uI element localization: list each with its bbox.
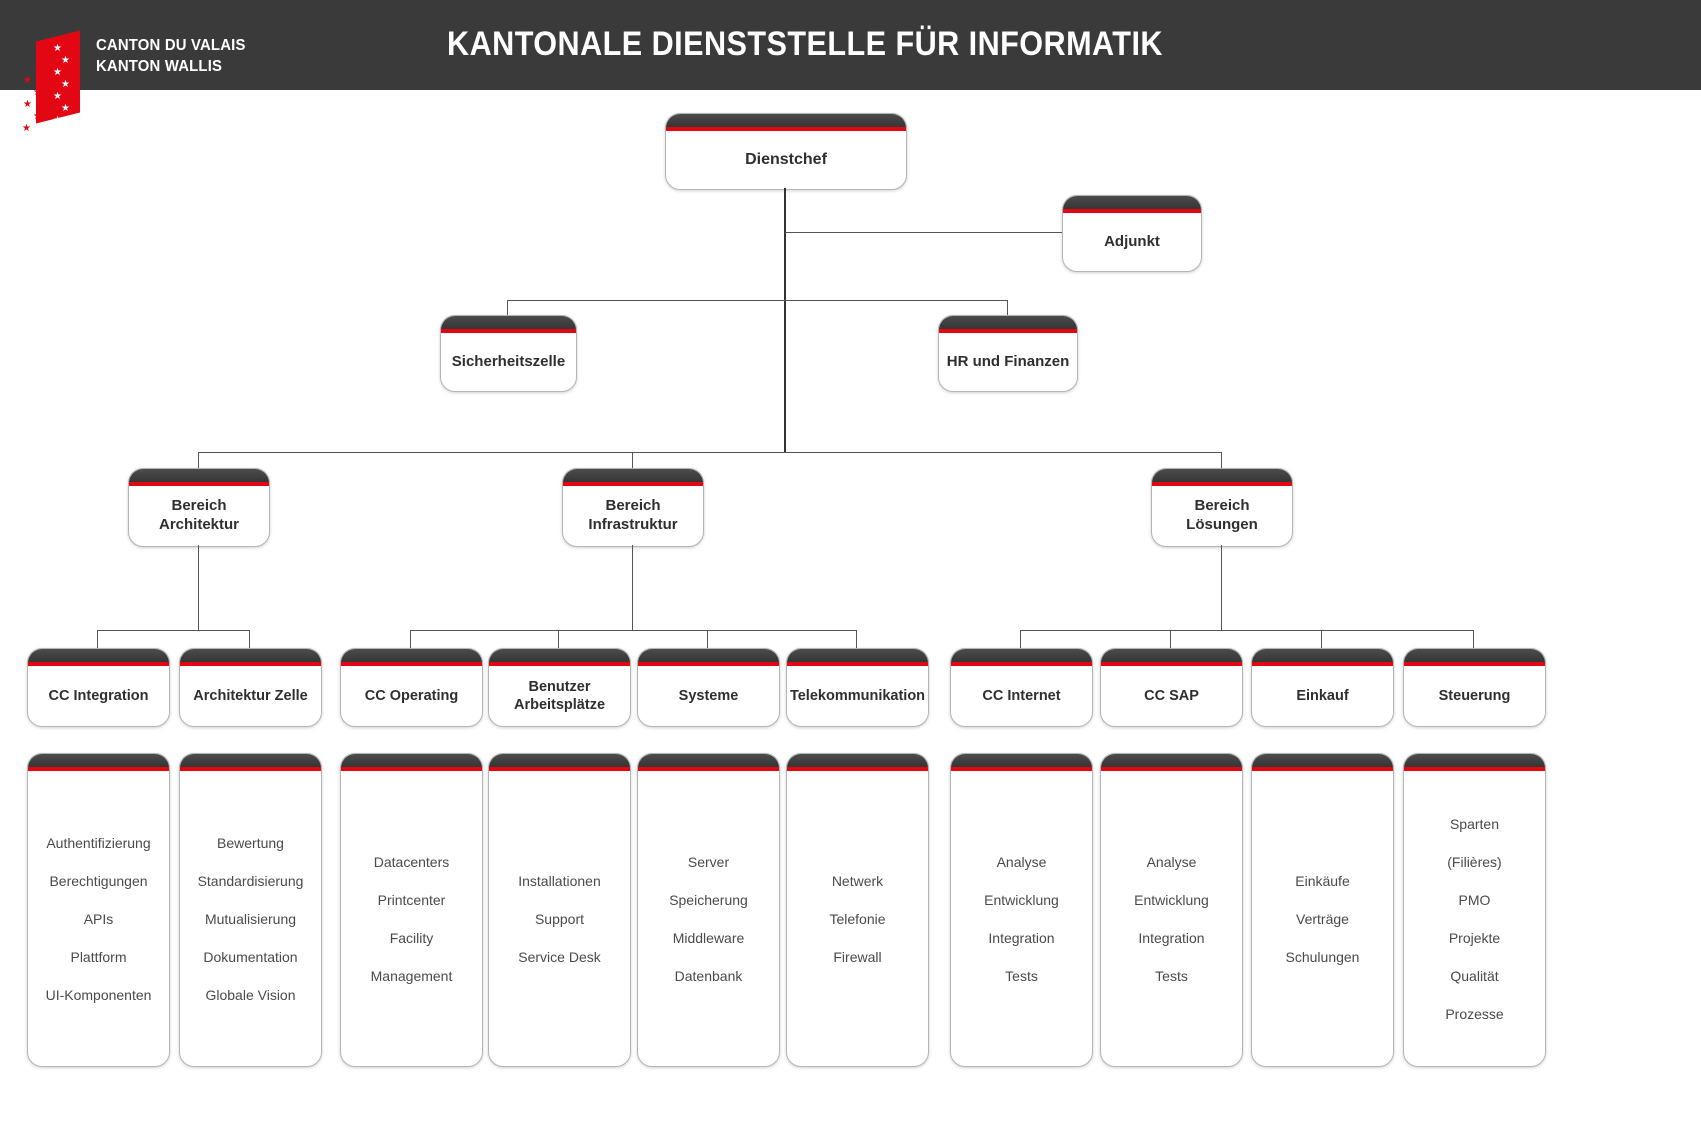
detail-item: Standardisierung [197, 872, 304, 889]
node-header-strip [489, 649, 630, 666]
connector-line [784, 188, 786, 452]
connector-line [1020, 630, 1474, 631]
detail-item: Management [370, 967, 453, 984]
detail-list [180, 771, 321, 1066]
unit-label: Architektur Zelle [193, 687, 308, 704]
connector-line [1221, 452, 1222, 468]
logo-line1: CANTON DU VALAIS [96, 37, 246, 54]
unit-label: CC Operating [364, 687, 459, 704]
node-header-strip [1101, 649, 1242, 666]
unit-header-systeme [637, 648, 780, 727]
connector-line [97, 630, 98, 648]
org-node-sicherheitszelle [440, 315, 577, 392]
star-icon: ★ [34, 63, 43, 74]
node-header-strip [563, 469, 703, 486]
detail-item: Integration [1138, 929, 1205, 946]
star-icon: ★ [33, 111, 42, 122]
detail-list [1101, 771, 1242, 1066]
org-node-hr-und-finanzen [938, 315, 1078, 392]
org-node-label: HR und Finanzen [946, 352, 1070, 370]
node-header-strip [341, 754, 482, 771]
detail-item: Speicherung [669, 891, 748, 908]
unit-header-architektur-zelle [179, 648, 322, 727]
unit-label: Einkauf [1296, 687, 1349, 704]
node-header-strip [1063, 196, 1201, 213]
connector-line [785, 232, 1062, 233]
detail-item: PMO [1458, 891, 1491, 908]
node-header-strip [441, 316, 576, 333]
detail-item: Dokumentation [203, 948, 298, 965]
node-header-strip [638, 754, 779, 771]
unit-header-telekommunikation [786, 648, 929, 727]
detail-item: Telefonie [829, 910, 886, 927]
node-header-strip [489, 754, 630, 771]
logo-text [96, 36, 246, 78]
detail-item: Analyse [1146, 853, 1197, 870]
org-node-dienstchef [665, 113, 907, 190]
connector-line [1221, 545, 1222, 630]
detail-item: Qualität [1450, 967, 1499, 984]
connector-line [198, 452, 1222, 453]
connector-line [558, 630, 559, 648]
connector-line [507, 300, 1008, 301]
unit-detail-systeme [637, 753, 780, 1067]
detail-item: Plattform [70, 948, 127, 965]
detail-item: Datenbank [674, 967, 743, 984]
detail-item: Server [687, 853, 730, 870]
detail-item: Entwicklung [1134, 891, 1209, 908]
unit-label: Benutzer Arbeitsplätze [513, 678, 606, 713]
org-node-label: Bereich Lösungen [1186, 497, 1258, 533]
connector-line [410, 630, 857, 631]
star-icon: ★ [53, 115, 62, 126]
detail-item: Berechtigungen [49, 872, 148, 889]
star-icon: ★ [61, 79, 70, 90]
connector-line [632, 452, 633, 468]
detail-item: Mutualisierung [204, 910, 297, 927]
unit-detail-einkauf [1251, 753, 1394, 1067]
star-icon: ★ [22, 123, 31, 134]
detail-item: Sparten [1449, 815, 1500, 832]
detail-item: Tests [1155, 967, 1188, 984]
unit-detail-architektur-zelle [179, 753, 322, 1067]
detail-list [489, 771, 630, 1066]
unit-header-cc-operating [340, 648, 483, 727]
detail-item: Facility [389, 929, 434, 946]
detail-item: (Filières) [1447, 853, 1502, 870]
star-icon: ★ [23, 99, 32, 110]
star-icon: ★ [61, 103, 70, 114]
node-header-strip [787, 754, 928, 771]
connector-line [507, 300, 508, 315]
detail-item: Entwicklung [984, 891, 1059, 908]
connector-line [410, 630, 411, 648]
star-icon: ★ [23, 75, 32, 86]
detail-item: Service Desk [518, 948, 601, 965]
node-header-strip [28, 649, 169, 666]
detail-item: Schulungen [1285, 948, 1360, 965]
org-node-label: Adjunkt [1104, 232, 1160, 250]
detail-list [28, 771, 169, 1066]
org-node-label: Bereich Infrastruktur [588, 497, 678, 533]
unit-detail-cc-integration [27, 753, 170, 1067]
node-header-strip [1101, 754, 1242, 771]
detail-item: UI-Komponenten [45, 986, 152, 1003]
org-node-label: Sicherheitszelle [451, 352, 566, 370]
unit-header-cc-sap [1100, 648, 1243, 727]
node-header-strip [180, 649, 321, 666]
node-header-strip [129, 469, 269, 486]
detail-list [1252, 771, 1393, 1066]
unit-detail-benutzer-arbeitspl-tze [488, 753, 631, 1067]
node-header-strip [28, 754, 169, 771]
connector-line [249, 630, 250, 648]
node-header-strip [341, 649, 482, 666]
unit-label: Systeme [678, 687, 739, 704]
logo-line2: KANTON WALLIS [96, 57, 223, 75]
org-node-bereich-loesungen [1151, 468, 1293, 547]
node-header-strip [1252, 649, 1393, 666]
connector-line [1473, 630, 1474, 648]
star-icon: ★ [53, 43, 62, 54]
node-header-strip [939, 316, 1077, 333]
org-node-label: Bereich Architektur [158, 497, 240, 533]
connector-line [1020, 630, 1021, 648]
detail-item: Bewertung [217, 834, 284, 851]
node-header-strip [1152, 469, 1292, 486]
connector-line [856, 630, 857, 648]
star-icon: ★ [53, 91, 62, 102]
detail-item: Tests [1005, 967, 1038, 984]
detail-item: Installationen [518, 872, 601, 889]
unit-detail-cc-sap [1100, 753, 1243, 1067]
node-header-strip [180, 754, 321, 771]
connector-line [707, 630, 708, 648]
unit-header-steuerung [1403, 648, 1546, 727]
detail-item: Authentifizierung [46, 834, 151, 851]
unit-header-cc-integration [27, 648, 170, 727]
node-header-strip [951, 649, 1092, 666]
unit-label: Steuerung [1438, 687, 1511, 704]
connector-line [632, 545, 633, 630]
star-icon: ★ [53, 67, 62, 78]
detail-list [341, 771, 482, 1066]
connector-line [1007, 300, 1008, 315]
star-icon: ★ [61, 55, 70, 66]
detail-item: Globale Vision [205, 986, 296, 1003]
unit-label: CC Integration [48, 687, 149, 704]
connector-line [198, 452, 199, 468]
detail-item: Integration [988, 929, 1055, 946]
unit-detail-cc-operating [340, 753, 483, 1067]
star-icon: ★ [33, 87, 42, 98]
org-node-adjunkt [1062, 195, 1202, 272]
detail-item: Netwerk [831, 872, 884, 889]
detail-item: Einkäufe [1295, 872, 1350, 889]
detail-item: Printcenter [377, 891, 446, 908]
unit-detail-telekommunikation [786, 753, 929, 1067]
node-header-strip [787, 649, 928, 666]
detail-item: Middleware [672, 929, 745, 946]
detail-item: APIs [83, 910, 114, 927]
node-header-strip [1404, 754, 1545, 771]
detail-item: Firewall [833, 948, 882, 965]
detail-item: Analyse [996, 853, 1047, 870]
unit-detail-steuerung [1403, 753, 1546, 1067]
unit-header-einkauf [1251, 648, 1394, 727]
unit-label: CC Internet [982, 687, 1061, 704]
node-header-strip [638, 649, 779, 666]
page-title: KANTONALE DIENSTSTELLE FÜR INFORMATIK [447, 25, 1163, 63]
detail-item: Verträge [1296, 910, 1349, 927]
org-node-bereich-infrastruktur [562, 468, 704, 547]
connector-line [97, 630, 250, 631]
node-header-strip [666, 114, 906, 131]
org-node-bereich-architektur [128, 468, 270, 547]
detail-item: Datacenters [373, 853, 450, 870]
unit-detail-cc-internet [950, 753, 1093, 1067]
unit-header-cc-internet [950, 648, 1093, 727]
detail-item: Projekte [1448, 929, 1501, 946]
node-header-strip [951, 754, 1092, 771]
node-header-strip [1252, 754, 1393, 771]
connector-line [1170, 630, 1171, 648]
unit-label: Telekommunikation [789, 687, 926, 704]
unit-header-benutzer-arbeitspl-tze [488, 648, 631, 727]
detail-item: Prozesse [1445, 1005, 1504, 1022]
connector-line [1321, 630, 1322, 648]
connector-line [198, 545, 199, 630]
detail-list [1404, 771, 1545, 1066]
detail-item: Support [534, 910, 585, 927]
node-header-strip [1404, 649, 1545, 666]
detail-list [951, 771, 1092, 1066]
detail-list [638, 771, 779, 1066]
detail-list [787, 771, 928, 1066]
unit-label: CC SAP [1144, 687, 1199, 704]
org-node-label: Dienstchef [745, 151, 827, 168]
